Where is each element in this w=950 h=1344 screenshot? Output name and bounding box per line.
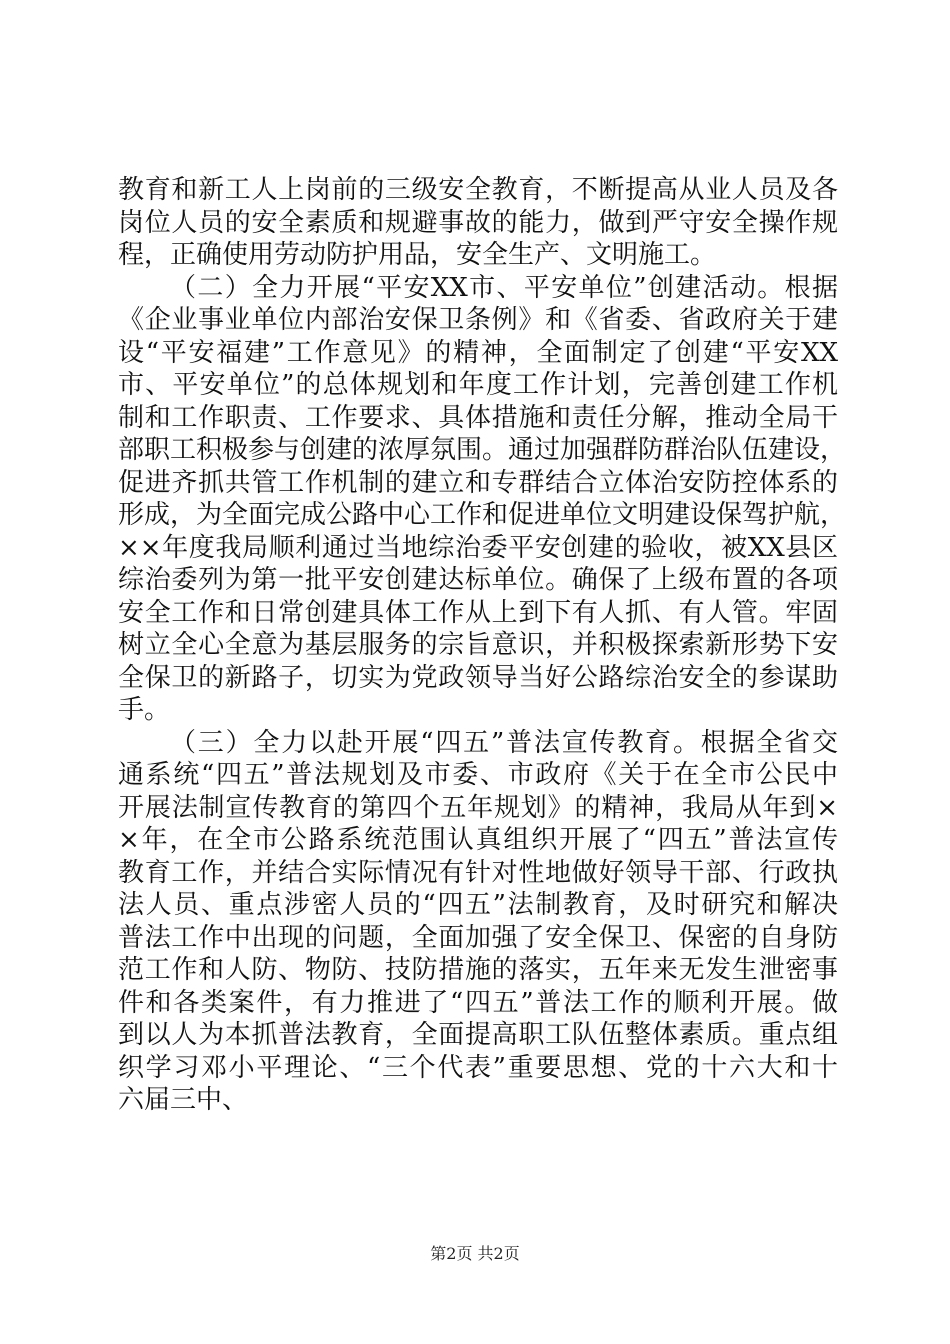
text-line: 程，正确使用劳动防护用品，安全生产、文明施工。	[118, 240, 717, 270]
text-line: 教育和新工人上岗前的三级安全教育，不断提高从业人员及各	[118, 175, 838, 205]
text-line: 市、平安单位”的总体规划和年度工作计划，完善创建工作机	[118, 370, 838, 400]
text-line: 设“平安福建”工作意见》的精神，全面制定了创建“平安XX	[118, 337, 838, 368]
text-line: （三）全力以赴开展“四五”普法宣传教育。根据全省交	[170, 727, 838, 758]
text-line: 教育工作，并结合实际情况有针对性地做好领导干部、行政执	[118, 857, 838, 888]
text-line: 开展法制宣传教育的第四个五年规划》的精神，我局从年到×	[118, 792, 838, 823]
text-line: 六届三中、	[118, 1085, 249, 1115]
text-line: 全保卫的新路子，切实为党政领导当好公路综治安全的参谋助	[118, 662, 838, 693]
text-line: ×年，在全市公路系统范围认真组织开展了“四五”普法宣传	[118, 825, 838, 855]
text-line: 件和各类案件，有力推进了“四五”普法工作的顺利开展。做	[118, 987, 838, 1018]
text-line: 手。	[118, 695, 171, 725]
text-line: 《企业事业单位内部治安保卫条例》和《省委、省政府关于建	[118, 305, 838, 335]
text-line: 促进齐抓共管工作机制的建立和专群结合立体治安防控体系的	[118, 467, 838, 498]
text-line: 部职工积极参与创建的浓厚氛围。通过加强群防群治队伍建设，	[118, 435, 847, 465]
text-line: 通系统“四五”普法规划及市委、市政府《关于在全市公民中	[118, 760, 838, 790]
text-line: 岗位人员的安全素质和规避事故的能力，做到严守安全操作规	[118, 207, 838, 238]
text-line: 织学习邓小平理论、“三个代表”重要思想、党的十六大和十	[118, 1052, 838, 1083]
text-line: 综治委列为第一批平安创建达标单位。确保了上级布置的各项	[118, 565, 838, 595]
text-line: 法人员、重点涉密人员的“四五”法制教育，及时研究和解决	[118, 890, 838, 920]
document-body	[118, 174, 847, 1117]
text-line: 制和工作职责、工作要求、具体措施和责任分解，推动全局干	[118, 402, 838, 433]
text-line: 普法工作中出现的问题，全面加强了安全保卫、保密的自身防	[118, 922, 838, 953]
text-line: 树立全心全意为基层服务的宗旨意识，并积极探索新形势下安	[118, 630, 838, 660]
page-footer: 第2页 共2页	[430, 1244, 520, 1263]
text-line: ××年度我局顺利通过当地综治委平安创建的验收，被XX县区	[118, 532, 838, 563]
text-line: 形成，为全面完成公路中心工作和促进单位文明建设保驾护航，	[118, 500, 847, 530]
text-line: 到以人为本抓普法教育，全面提高职工队伍整体素质。重点组	[118, 1020, 838, 1050]
text-line: 范工作和人防、物防、技防措施的落实，五年来无发生泄密事	[118, 955, 838, 985]
text-line: （二）全力开展“平安XX市、平安单位”创建活动。根据	[170, 272, 838, 303]
text-line: 安全工作和日常创建具体工作从上到下有人抓、有人管。牢固	[118, 597, 838, 628]
